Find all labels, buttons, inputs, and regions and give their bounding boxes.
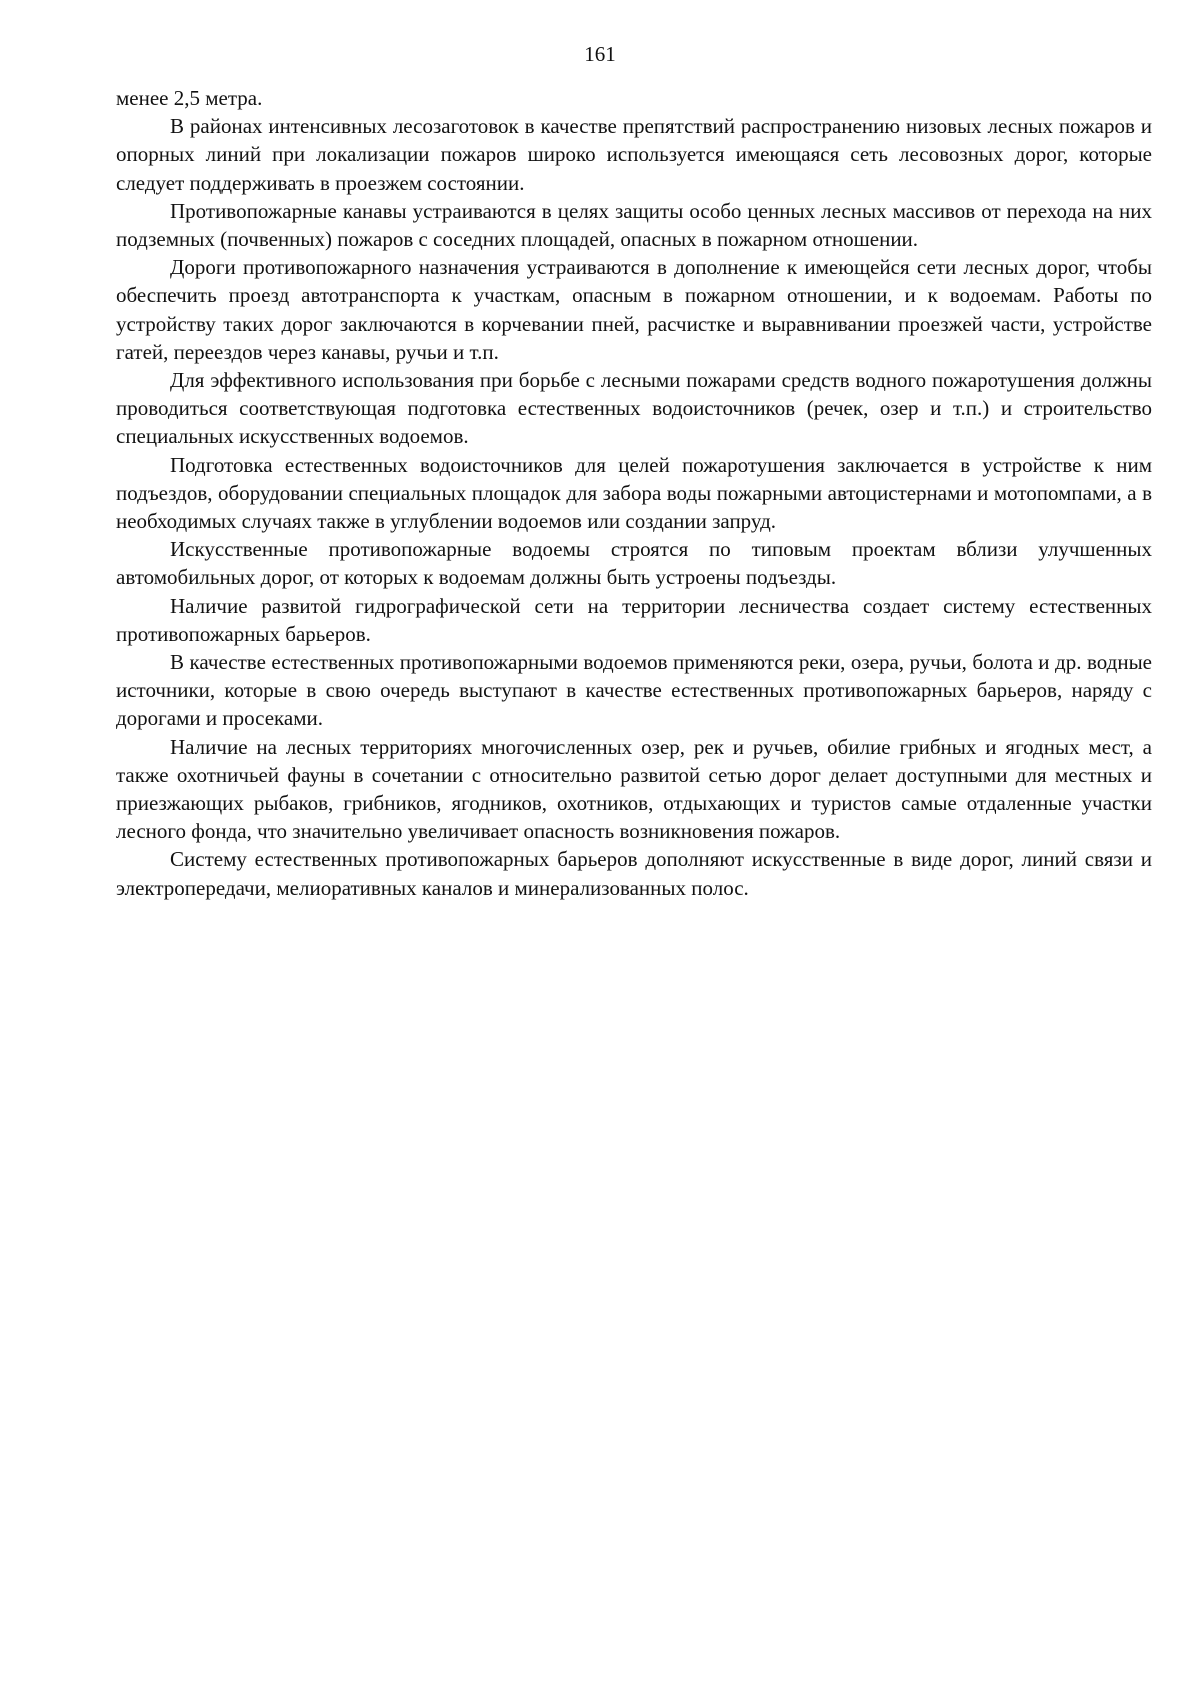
paragraph-natural-water-prep: Подготовка естественных водоисточников для целей пожаротушения заключается в устройстве к ним подъездов, оборудовании специальных площадок для забора воды пожарными автоцистернами и мотопомпами, а в необходимых случаях также в углублении водоемов или создании запруд. [116,452,1152,534]
paragraph-water-sources: Для эффективного использования при борьбе с лесными пожарами средств водного пожаротушения должны проводиться соответствующая подготовка естественных водоисточников (речек, озер и т.п.) и строительство специальных искусственных водоемов. [116,368,1152,449]
paragraph-fire-ditches: Противопожарные канавы устраиваются в целях защиты особо ценных лесных массивов от перехода на них подземных (почвенных) пожаров с соседних площадей, опасных в пожарном отношении. [116,198,1152,252]
page-number: 161 [584,42,616,66]
paragraph-fire-danger: Наличие на лесных территориях многочисленных озер, рек и ручьев, обилие грибных и ягодных мест, а также охотничьей фауны в сочетании с относительно развитой сетью дорог делает доступными для местных и приезжающих рыбаков, грибников, ягодников, охотников, отдыхающих и туристов самые отдаленные участки лесного фонда, что значительно увеличивает опасность возникновения пожаров. [116,734,1152,844]
document-body [116,84,1152,902]
paragraph-fire-roads: Дороги противопожарного назначения устраиваются в дополнение к имеющейся сети лесных дорог, чтобы обеспечить проезд автотранспорта к участкам, опасным в пожарном отношении, и к водоемам. Работы по устройству таких дорог заключаются в корчевании пней, расчистке и выравнивании проезжей части, устройстве гатей, переездов через канавы, ручьи и т.п. [116,255,1152,364]
paragraph-logging-roads: В районах интенсивных лесозаготовок в качестве препятствий распространению низовых лесных пожаров и опорных линий при локализации пожаров широко используется имеющаяся сеть лесовозных дорог, которые следует поддерживать в проезжем состоянии. [116,114,1152,195]
paragraph-continuation: менее 2,5 метра. [116,86,263,110]
paragraph-artificial-barriers: Систему естественных противопожарных барьеров дополняют искусственные в виде дорог, линий связи и электропередачи, мелиоративных каналов и минерализованных полос. [116,847,1152,900]
paragraph-hydrographic-network: Наличие развитой гидрографической сети на территории лесничества создает систему естественных противопожарных барьеров. [116,593,1152,646]
paragraph-artificial-reservoirs: Искусственные противопожарные водоемы строятся по типовым проектам вблизи улучшенных автомобильных дорог, от которых к водоемам должны быть устроены подъезды. [116,537,1152,590]
paragraph-natural-barriers: В качестве естественных противопожарными водоемов применяются реки, озера, ручьи, болота и др. водные источники, которые в свою очередь выступают в качестве естественных противопожарных барьеров, наряду с дорогами и просеками. [116,650,1152,731]
